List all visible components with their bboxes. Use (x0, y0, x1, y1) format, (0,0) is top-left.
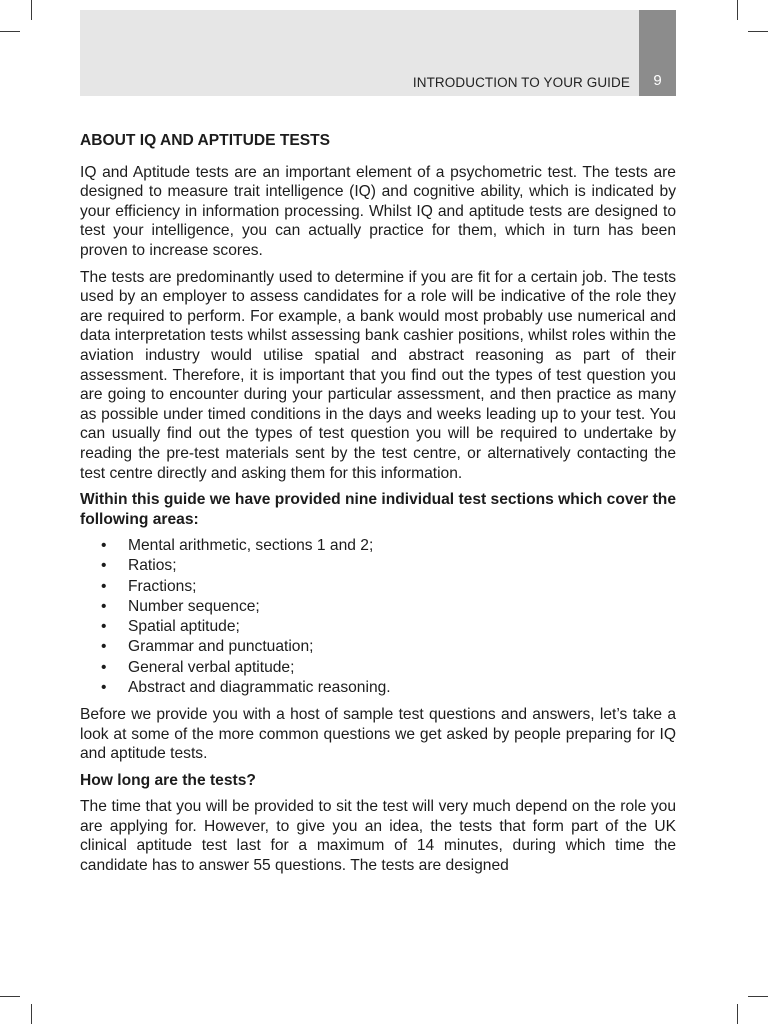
question-heading: How long are the tests? (80, 771, 256, 789)
list-item (80, 637, 676, 657)
list-item (80, 658, 676, 678)
list-item-label: Abstract and diagrammatic reasoning. (128, 678, 391, 696)
main-content (80, 131, 676, 883)
crop-mark-bottom-left-horizontal (0, 996, 20, 997)
body-paragraph: The tests are predominantly used to determine if you are fit for a certain job. The tests used by an employer to assess candidates for a role will be indicative of the role they are required to perform. For example, a bank would most probably use numerical and data interpretation tests whilst assessing bank cashier positions, whilst roles within the aviation industry would utilise spatial and abstract reasoning as part of their assessment. Therefore, it is important that you find out the types of test question you are going to encounter during your particular assessment, and then practice as many as possible under timed conditions in the days and weeks leading up to your test. You can usually find out the types of test question you will be required to undertake by reading the pre-test materials sent by the test centre, or alternatively contacting the test centre directly and asking them for this information. (80, 268, 676, 482)
list-item-label: Spatial aptitude; (128, 618, 240, 636)
list-item-label: Ratios; (128, 557, 177, 575)
crop-mark-top-left-horizontal (0, 31, 20, 32)
intro-paragraph: IQ and Aptitude tests are an important element of a psychometric test. The tests are designed to measure trait intelligence (IQ) and cognitive ability, which is indicated by your efficiency in information processing. Whilst IQ and aptitude tests are designed to test your intelligence, you can actually practice for them, which in turn has been proven to increase scores. (80, 163, 676, 259)
bullet-icon: • (101, 658, 107, 676)
list-item (80, 678, 676, 698)
crop-mark-bottom-right-vertical (737, 1004, 738, 1024)
list-item-label: Number sequence; (128, 597, 260, 615)
list-item (80, 536, 676, 556)
list-item-label: Fractions; (128, 577, 197, 595)
test-areas-list (80, 536, 676, 698)
crop-mark-top-right-vertical (737, 0, 738, 20)
crop-mark-bottom-right-horizontal (748, 996, 768, 997)
bullet-icon: • (101, 618, 107, 636)
answer-paragraph: The time that you will be provided to sit the test will very much depend on the role you are applying for. However, to give you an idea, the tests that form part of the UK clinical aptitude test last for a maximum of 14 minutes, during which time the candidate has to answer 55 questions. The tests are designed (80, 798, 676, 875)
list-item-label: General verbal aptitude; (128, 658, 295, 676)
bullet-icon: • (101, 597, 107, 615)
crop-mark-top-right-horizontal (748, 31, 768, 32)
guide-intro: Within this guide we have provided nine individual test sections which cover the following areas: (80, 491, 676, 528)
list-item (80, 556, 676, 576)
list-item (80, 597, 676, 617)
bullet-icon: • (101, 638, 107, 656)
section-title: ABOUT IQ AND APTITUDE TESTS (80, 132, 331, 149)
bullet-icon: • (101, 537, 107, 555)
crop-mark-top-left-vertical (31, 0, 32, 20)
bullet-icon: • (101, 678, 107, 696)
list-item-label: Grammar and punctuation; (128, 638, 314, 656)
page-number: 9 (653, 72, 662, 89)
running-head: INTRODUCTION TO YOUR GUIDE (412, 75, 630, 90)
list-item (80, 577, 676, 597)
crop-mark-bottom-left-vertical (31, 1004, 32, 1024)
list-item (80, 617, 676, 637)
list-item-label: Mental arithmetic, sections 1 and 2; (128, 537, 374, 555)
after-list-paragraph: Before we provide you with a host of sample test questions and answers, let’s take a look at some of the more common questions we get asked by people preparing for IQ and aptitude tests. (80, 705, 676, 763)
bullet-icon: • (101, 577, 107, 595)
bullet-icon: • (101, 557, 107, 575)
